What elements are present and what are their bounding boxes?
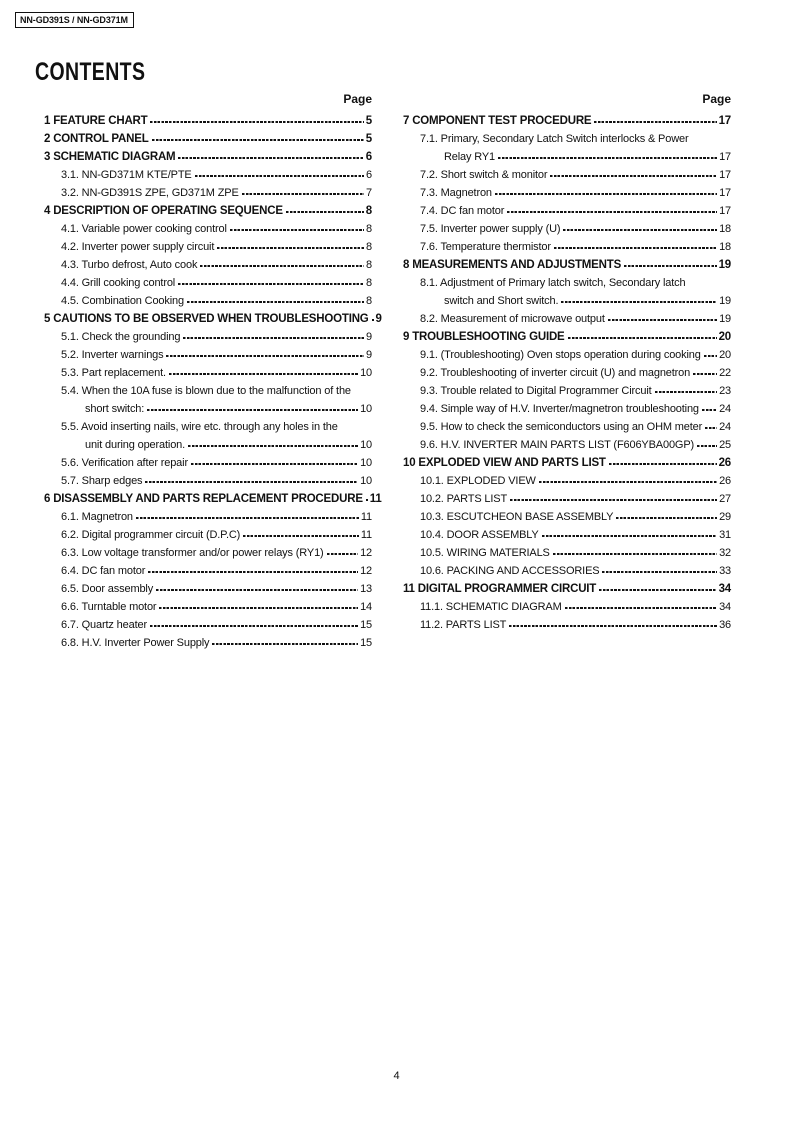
toc-page-number: 7 bbox=[366, 187, 372, 199]
toc-entry-label: 9.4. Simple way of H.V. Inverter/magnetron troubleshooting bbox=[420, 403, 699, 415]
toc-entry-label: 6.2. Digital programmer circuit (D.P.C) bbox=[61, 529, 241, 541]
toc-entry-label: 11.2. PARTS LIST bbox=[420, 619, 507, 631]
toc-page-number: 33 bbox=[719, 565, 731, 577]
toc-entry-label: 4.2. Inverter power supply circuit bbox=[61, 241, 215, 253]
toc-entry bbox=[403, 256, 731, 274]
toc-entry bbox=[403, 238, 731, 256]
toc-entry bbox=[403, 508, 731, 526]
dotted-leader bbox=[169, 373, 358, 375]
toc-page-number: 31 bbox=[719, 529, 731, 541]
toc-entry bbox=[403, 598, 731, 616]
toc-page-number: 24 bbox=[719, 403, 731, 415]
toc-page-number: 29 bbox=[719, 511, 731, 523]
toc-entry bbox=[44, 634, 372, 652]
dotted-leader bbox=[704, 355, 717, 357]
toc-entry-label: 11 DIGITAL PROGRAMMER CIRCUIT bbox=[403, 583, 597, 595]
toc-entry bbox=[403, 274, 731, 292]
dotted-leader bbox=[697, 445, 717, 447]
toc-entry bbox=[403, 184, 731, 202]
toc-entry bbox=[44, 166, 372, 184]
toc-page-number: 9 bbox=[366, 349, 372, 361]
toc-entry bbox=[44, 382, 372, 400]
toc-page-number: 9 bbox=[366, 331, 372, 343]
toc-entry-label: 3.2. NN-GD391S ZPE, GD371M ZPE bbox=[61, 187, 239, 199]
dotted-leader bbox=[187, 301, 364, 303]
dotted-leader bbox=[242, 193, 364, 195]
toc-entry-label: 1 FEATURE CHART bbox=[44, 115, 148, 127]
toc-page-number: 10 bbox=[360, 403, 372, 415]
toc-page-number: 9 bbox=[375, 313, 382, 325]
toc-entry bbox=[44, 148, 372, 166]
toc-entry bbox=[403, 580, 731, 598]
toc-entry-label: 9.3. Trouble related to Digital Programmer Circuit bbox=[420, 385, 652, 397]
toc-page-number: 6 bbox=[366, 169, 372, 181]
toc-entry-label: 7.3. Magnetron bbox=[420, 187, 492, 199]
toc-list-left bbox=[44, 112, 382, 652]
toc-entry-label: 7.2. Short switch & monitor bbox=[420, 169, 548, 181]
toc-entry-continuation bbox=[403, 148, 731, 166]
toc-entry-continuation bbox=[44, 436, 372, 454]
toc-entry bbox=[44, 346, 372, 364]
toc-entry bbox=[44, 238, 372, 256]
dotted-leader bbox=[136, 517, 359, 519]
dotted-leader bbox=[693, 373, 717, 375]
toc-page-number: 12 bbox=[360, 565, 372, 577]
dotted-leader bbox=[145, 481, 358, 483]
toc-page-number: 8 bbox=[366, 241, 372, 253]
dotted-leader bbox=[563, 229, 717, 231]
toc-entry-label: 6.6. Turntable motor bbox=[61, 601, 157, 613]
toc-page-number: 5 bbox=[365, 133, 372, 145]
toc-entry bbox=[44, 472, 372, 490]
toc-entry-label: short switch: bbox=[85, 403, 145, 415]
toc-entry bbox=[403, 616, 731, 634]
dotted-leader bbox=[195, 175, 364, 177]
toc-entry bbox=[44, 184, 372, 202]
toc-entry-label: 5 CAUTIONS TO BE OBSERVED WHEN TROUBLESHOOTING bbox=[44, 313, 369, 325]
toc-entry-label: 9.6. H.V. INVERTER MAIN PARTS LIST (F606YBA00GP) bbox=[420, 439, 695, 451]
dotted-leader bbox=[178, 283, 364, 285]
dotted-leader bbox=[594, 121, 716, 123]
dotted-leader bbox=[609, 463, 717, 465]
toc-entry-label: 6.4. DC fan motor bbox=[61, 565, 146, 577]
toc-entry bbox=[403, 328, 731, 346]
toc-entry bbox=[403, 472, 731, 490]
toc-page-number: 8 bbox=[366, 223, 372, 235]
dotted-leader bbox=[539, 481, 717, 483]
toc-entry-label: 4 DESCRIPTION OF OPERATING SEQUENCE bbox=[44, 205, 283, 217]
toc-entry bbox=[403, 436, 731, 454]
toc-entry bbox=[44, 490, 382, 508]
toc-entry-label: 8.1. Adjustment of Primary latch switch, Secondary latch bbox=[420, 277, 686, 289]
toc-page-number: 20 bbox=[718, 331, 731, 343]
toc-entry-label: 10.1. EXPLODED VIEW bbox=[420, 475, 536, 487]
page-column-header: Page bbox=[702, 92, 731, 106]
toc-page-number: 11 bbox=[360, 511, 372, 523]
toc-entry bbox=[44, 292, 372, 310]
toc-entry bbox=[44, 454, 372, 472]
dotted-leader bbox=[188, 445, 358, 447]
toc-entry-label: 7.6. Temperature thermistor bbox=[420, 241, 551, 253]
dotted-leader bbox=[191, 463, 358, 465]
toc-page-number: 36 bbox=[719, 619, 731, 631]
toc-entry-label: 6.5. Door assembly bbox=[61, 583, 154, 595]
dotted-leader bbox=[159, 607, 358, 609]
dotted-leader bbox=[510, 499, 717, 501]
toc-page-number: 13 bbox=[360, 583, 372, 595]
toc-entry-label: 6.7. Quartz heater bbox=[61, 619, 147, 631]
toc-list-right bbox=[403, 112, 731, 634]
toc-entry-label: 4.1. Variable power cooking control bbox=[61, 223, 227, 235]
toc-entry-label: 10 EXPLODED VIEW AND PARTS LIST bbox=[403, 457, 606, 469]
toc-entry bbox=[44, 508, 372, 526]
dotted-leader bbox=[655, 391, 718, 393]
toc-page-number: 10 bbox=[360, 439, 372, 451]
toc-page-number: 15 bbox=[360, 637, 372, 649]
toc-entry bbox=[44, 526, 372, 544]
toc-page-number: 17 bbox=[719, 205, 731, 217]
toc-entry-label: 5.1. Check the grounding bbox=[61, 331, 181, 343]
toc-entry-continuation bbox=[403, 292, 731, 310]
dotted-leader bbox=[243, 535, 359, 537]
model-label: NN-GD391S / NN-GD371M bbox=[15, 12, 134, 28]
page-column-header: Page bbox=[343, 92, 372, 106]
toc-columns bbox=[44, 92, 731, 652]
toc-column-right bbox=[403, 92, 731, 652]
dotted-leader bbox=[561, 301, 717, 303]
dotted-leader bbox=[230, 229, 364, 231]
toc-entry-label: 5.7. Sharp edges bbox=[61, 475, 143, 487]
dotted-leader bbox=[327, 553, 359, 555]
toc-page-number: 17 bbox=[719, 169, 731, 181]
toc-entry-label: 5.4. When the 10A fuse is blown due to the malfunction of the bbox=[61, 385, 351, 397]
toc-page-number: 19 bbox=[718, 259, 731, 271]
toc-entry-label: 4.4. Grill cooking control bbox=[61, 277, 176, 289]
toc-entry bbox=[44, 220, 372, 238]
dotted-leader bbox=[507, 211, 717, 213]
dotted-leader bbox=[565, 607, 717, 609]
toc-page-number: 14 bbox=[360, 601, 372, 613]
toc-page-number: 26 bbox=[718, 457, 731, 469]
toc-entry-label: 6.8. H.V. Inverter Power Supply bbox=[61, 637, 210, 649]
dotted-leader bbox=[183, 337, 364, 339]
toc-page-number: 22 bbox=[719, 367, 731, 379]
toc-page-number: 8 bbox=[365, 205, 372, 217]
dotted-leader bbox=[150, 625, 358, 627]
toc-entry-label: unit during operation. bbox=[85, 439, 186, 451]
toc-page-number: 32 bbox=[719, 547, 731, 559]
toc-entry bbox=[44, 310, 382, 328]
dotted-leader bbox=[200, 265, 364, 267]
dotted-leader bbox=[212, 643, 358, 645]
dotted-leader bbox=[509, 625, 717, 627]
dotted-leader bbox=[366, 499, 368, 501]
toc-entry bbox=[44, 328, 372, 346]
toc-entry bbox=[403, 202, 731, 220]
toc-entry-continuation bbox=[44, 400, 372, 418]
toc-entry bbox=[403, 526, 731, 544]
toc-entry-label: 5.3. Part replacement. bbox=[61, 367, 166, 379]
toc-entry-label: 9.1. (Troubleshooting) Oven stops operation during cooking bbox=[420, 349, 701, 361]
dotted-leader bbox=[553, 553, 717, 555]
toc-page-number: 25 bbox=[719, 439, 731, 451]
dotted-leader bbox=[702, 409, 717, 411]
dotted-leader bbox=[495, 193, 717, 195]
toc-entry bbox=[44, 418, 372, 436]
toc-page-number: 18 bbox=[719, 223, 731, 235]
toc-entry bbox=[44, 616, 372, 634]
toc-entry-label: 4.5. Combination Cooking bbox=[61, 295, 184, 307]
dotted-leader bbox=[178, 157, 363, 159]
toc-entry bbox=[403, 562, 731, 580]
toc-page-number: 17 bbox=[719, 151, 731, 163]
dotted-leader bbox=[498, 157, 717, 159]
toc-page-number: 10 bbox=[360, 475, 372, 487]
toc-entry-label: 8.2. Measurement of microwave output bbox=[420, 313, 605, 325]
page-title: CONTENTS bbox=[35, 58, 146, 86]
toc-entry bbox=[403, 364, 731, 382]
toc-entry-label: 7.1. Primary, Secondary Latch Switch interlocks & Power bbox=[420, 133, 689, 145]
dotted-leader bbox=[624, 265, 717, 267]
dotted-leader bbox=[286, 211, 364, 213]
toc-entry-label: 3.1. NN-GD371M KTE/PTE bbox=[61, 169, 192, 181]
toc-entry bbox=[44, 256, 372, 274]
dotted-leader bbox=[542, 535, 717, 537]
toc-entry bbox=[403, 454, 731, 472]
toc-entry bbox=[44, 202, 372, 220]
toc-page-number: 17 bbox=[719, 187, 731, 199]
toc-page-number: 19 bbox=[719, 295, 731, 307]
toc-page-number: 20 bbox=[719, 349, 731, 361]
toc-entry bbox=[403, 166, 731, 184]
toc-entry-label: 10.4. DOOR ASSEMBLY bbox=[420, 529, 539, 541]
toc-page-number: 27 bbox=[719, 493, 731, 505]
toc-entry-label: 10.3. ESCUTCHEON BASE ASSEMBLY bbox=[420, 511, 614, 523]
toc-page-number: 8 bbox=[366, 295, 372, 307]
toc-entry bbox=[44, 364, 372, 382]
toc-page-number: 11 bbox=[369, 493, 382, 505]
toc-page-number: 34 bbox=[718, 583, 731, 595]
toc-entry bbox=[403, 220, 731, 238]
toc-page-number: 17 bbox=[718, 115, 731, 127]
page-number: 4 bbox=[393, 1070, 400, 1082]
toc-page-number: 24 bbox=[719, 421, 731, 433]
toc-entry bbox=[403, 130, 731, 148]
toc-entry bbox=[44, 274, 372, 292]
toc-entry bbox=[44, 544, 372, 562]
toc-entry bbox=[403, 400, 731, 418]
toc-page-number: 26 bbox=[719, 475, 731, 487]
toc-page-number: 15 bbox=[360, 619, 372, 631]
dotted-leader bbox=[372, 319, 374, 321]
dotted-leader bbox=[148, 571, 358, 573]
dotted-leader bbox=[599, 589, 716, 591]
toc-page-number: 18 bbox=[719, 241, 731, 253]
toc-entry bbox=[44, 130, 372, 148]
toc-entry-label: 8 MEASUREMENTS AND ADJUSTMENTS bbox=[403, 259, 622, 271]
toc-entry bbox=[44, 562, 372, 580]
toc-entry-label: 9.5. How to check the semiconductors using an OHM meter bbox=[420, 421, 703, 433]
dotted-leader bbox=[608, 319, 717, 321]
toc-entry-label: Relay RY1 bbox=[444, 151, 496, 163]
dotted-leader bbox=[568, 337, 717, 339]
toc-page-number: 23 bbox=[719, 385, 731, 397]
toc-entry-label: 5.5. Avoid inserting nails, wire etc. through any holes in the bbox=[61, 421, 338, 433]
toc-entry-label: 6.1. Magnetron bbox=[61, 511, 133, 523]
dotted-leader bbox=[152, 139, 364, 141]
dotted-leader bbox=[554, 247, 717, 249]
toc-entry bbox=[403, 346, 731, 364]
toc-entry-label: 6 DISASSEMBLY AND PARTS REPLACEMENT PROCEDURE bbox=[44, 493, 363, 505]
dotted-leader bbox=[705, 427, 717, 429]
dotted-leader bbox=[166, 355, 364, 357]
toc-page-number: 5 bbox=[365, 115, 372, 127]
toc-page-number: 8 bbox=[366, 259, 372, 271]
dotted-leader bbox=[550, 175, 717, 177]
toc-entry bbox=[44, 598, 372, 616]
dotted-leader bbox=[602, 571, 717, 573]
dotted-leader bbox=[217, 247, 364, 249]
toc-entry-label: 10.5. WIRING MATERIALS bbox=[420, 547, 550, 559]
toc-entry-label: 7.5. Inverter power supply (U) bbox=[420, 223, 561, 235]
dotted-leader bbox=[147, 409, 358, 411]
toc-entry bbox=[44, 112, 372, 130]
toc-page-number: 34 bbox=[719, 601, 731, 613]
dotted-leader bbox=[156, 589, 358, 591]
toc-entry-label: 10.2. PARTS LIST bbox=[420, 493, 508, 505]
toc-entry-label: 7 COMPONENT TEST PROCEDURE bbox=[403, 115, 592, 127]
toc-entry-label: 9.2. Troubleshooting of inverter circuit (U) and magnetron bbox=[420, 367, 691, 379]
toc-entry-label: 5.2. Inverter warnings bbox=[61, 349, 164, 361]
toc-entry-label: 6.3. Low voltage transformer and/or power relays (RY1) bbox=[61, 547, 324, 559]
toc-entry-label: 5.6. Verification after repair bbox=[61, 457, 188, 469]
toc-page-number: 10 bbox=[360, 457, 372, 469]
toc-entry bbox=[403, 544, 731, 562]
toc-entry-label: switch and Short switch. bbox=[444, 295, 559, 307]
toc-page-number: 8 bbox=[366, 277, 372, 289]
toc-entry-label: 7.4. DC fan motor bbox=[420, 205, 505, 217]
toc-page-number: 10 bbox=[360, 367, 372, 379]
toc-entry bbox=[403, 112, 731, 130]
toc-page-number: 11 bbox=[360, 529, 372, 541]
dotted-leader bbox=[616, 517, 717, 519]
toc-entry-label: 4.3. Turbo defrost, Auto cook bbox=[61, 259, 198, 271]
toc-page-number: 12 bbox=[360, 547, 372, 559]
toc-entry-label: 9 TROUBLESHOOTING GUIDE bbox=[403, 331, 565, 343]
toc-entry-label: 2 CONTROL PANEL bbox=[44, 133, 149, 145]
toc-entry-label: 11.1. SCHEMATIC DIAGRAM bbox=[420, 601, 562, 613]
toc-column-left bbox=[44, 92, 382, 652]
toc-entry bbox=[403, 382, 731, 400]
toc-entry-label: 10.6. PACKING AND ACCESSORIES bbox=[420, 565, 600, 577]
toc-entry bbox=[44, 580, 372, 598]
toc-entry bbox=[403, 418, 731, 436]
toc-page-number: 19 bbox=[719, 313, 731, 325]
toc-page-number: 6 bbox=[365, 151, 372, 163]
toc-entry bbox=[403, 490, 731, 508]
toc-entry-label: 3 SCHEMATIC DIAGRAM bbox=[44, 151, 176, 163]
toc-entry bbox=[403, 310, 731, 328]
dotted-leader bbox=[150, 121, 363, 123]
